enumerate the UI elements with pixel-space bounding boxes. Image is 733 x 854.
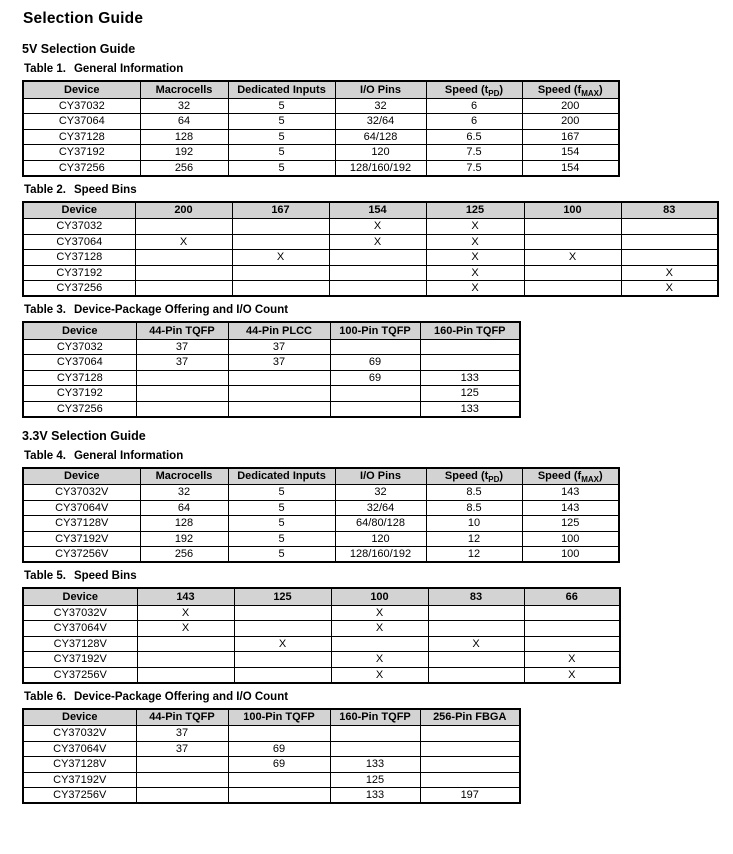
device-cell: CY37256V xyxy=(23,788,136,804)
column-header: Device xyxy=(23,202,135,219)
column-header: Speed $(f_{MAX})$ xyxy=(522,468,619,485)
table-row xyxy=(23,281,718,297)
value-cell xyxy=(135,250,232,266)
device-cell: CY37032 xyxy=(23,219,135,235)
value-cell: 256 xyxy=(140,547,228,563)
table-caption-label: Table 3. xyxy=(24,304,66,316)
table-block-package-offering-3v3 xyxy=(22,691,725,805)
value-cell: 125 xyxy=(522,516,619,532)
table-row xyxy=(23,516,619,532)
device-cell: CY37128 xyxy=(23,370,136,386)
column-header: 100 xyxy=(524,202,621,219)
device-cell: CY37064 xyxy=(23,234,135,250)
table-row xyxy=(23,726,520,742)
value-cell: 37 xyxy=(136,339,228,355)
device-cell: CY37192V xyxy=(23,531,140,547)
column-header: Dedicated Inputs xyxy=(228,468,335,485)
value-cell xyxy=(420,355,520,371)
column-header: Device xyxy=(23,322,136,339)
data-table xyxy=(22,467,620,564)
value-cell xyxy=(330,386,420,402)
table-caption-label: Table 6. xyxy=(24,690,66,703)
column-header: Speed $(t_{PD})$ xyxy=(426,468,522,485)
value-cell: 128 xyxy=(140,129,228,145)
value-cell xyxy=(232,281,329,297)
device-cell: CY37256V xyxy=(23,667,137,683)
value-cell: 120 xyxy=(335,145,426,161)
value-cell: X xyxy=(137,621,234,637)
value-cell xyxy=(524,234,621,250)
value-cell xyxy=(420,757,520,773)
data-table xyxy=(22,321,521,418)
value-cell: 32 xyxy=(140,485,228,501)
column-header: 44-Pin PLCC xyxy=(228,322,330,339)
value-cell: 256 xyxy=(140,160,228,176)
value-cell: X xyxy=(524,652,620,668)
value-cell xyxy=(234,652,331,668)
device-cell: CY37032 xyxy=(23,339,136,355)
value-cell: 5 xyxy=(228,500,335,516)
table-row xyxy=(23,757,520,773)
section-3v3 xyxy=(22,429,725,805)
header-row xyxy=(23,322,520,339)
table-block-general-info-3v3 xyxy=(22,450,725,564)
value-cell xyxy=(420,339,520,355)
table-caption-text: General Information xyxy=(73,449,184,462)
value-cell: 192 xyxy=(140,145,228,161)
table-block-speed-bins-5v xyxy=(22,184,725,298)
table-row xyxy=(23,788,520,804)
value-cell: 128 xyxy=(140,516,228,532)
value-cell: 37 xyxy=(136,741,228,757)
value-cell: 125 xyxy=(330,772,420,788)
value-cell: 12 xyxy=(426,531,522,547)
value-cell: X xyxy=(137,605,234,621)
device-cell: CY37128V xyxy=(23,516,140,532)
value-cell xyxy=(524,636,620,652)
value-cell: 7.5 xyxy=(426,145,522,161)
value-cell xyxy=(331,636,428,652)
value-cell: X xyxy=(426,265,524,281)
data-table xyxy=(22,587,621,684)
table-row xyxy=(23,605,620,621)
value-cell: X xyxy=(331,667,428,683)
column-header: Dedicated Inputs xyxy=(228,81,335,98)
value-cell: 37 xyxy=(136,726,228,742)
value-cell: 5 xyxy=(228,516,335,532)
header-row xyxy=(23,709,520,726)
table-row xyxy=(23,250,718,266)
value-cell xyxy=(524,265,621,281)
value-cell: X xyxy=(234,636,331,652)
value-cell: 32 xyxy=(335,98,426,114)
table-row xyxy=(23,386,520,402)
value-cell xyxy=(228,401,330,417)
value-cell xyxy=(228,772,330,788)
device-cell: CY37064V xyxy=(23,741,136,757)
value-cell: 7.5 xyxy=(426,160,522,176)
value-cell: 200 xyxy=(522,114,619,130)
data-table xyxy=(22,201,719,298)
device-cell: CY37128 xyxy=(23,129,140,145)
value-cell: 154 xyxy=(522,160,619,176)
value-cell: 100 xyxy=(522,547,619,563)
value-cell: X xyxy=(331,621,428,637)
value-cell: 69 xyxy=(228,741,330,757)
value-cell: 100 xyxy=(522,531,619,547)
column-header: I/O Pins xyxy=(335,468,426,485)
table-row xyxy=(23,741,520,757)
device-cell: CY37032 xyxy=(23,98,140,114)
value-cell xyxy=(232,219,329,235)
value-cell xyxy=(135,265,232,281)
value-cell xyxy=(135,281,232,297)
value-cell xyxy=(234,621,331,637)
section-5v xyxy=(22,42,725,418)
column-header: Device xyxy=(23,588,137,605)
value-cell: X xyxy=(329,234,426,250)
column-header: Speed $(t_{PD})$ xyxy=(426,81,522,98)
value-cell xyxy=(524,219,621,235)
device-cell: CY37128 xyxy=(23,250,135,266)
value-cell: 133 xyxy=(420,401,520,417)
value-cell xyxy=(329,281,426,297)
value-cell: X xyxy=(426,219,524,235)
header-row xyxy=(23,588,620,605)
value-cell: X xyxy=(426,281,524,297)
table-row xyxy=(23,485,619,501)
value-cell xyxy=(137,667,234,683)
table-row xyxy=(23,145,619,161)
value-cell: X xyxy=(232,250,329,266)
value-cell: 133 xyxy=(420,370,520,386)
table-row xyxy=(23,114,619,130)
value-cell xyxy=(330,401,420,417)
value-cell: 10 xyxy=(426,516,522,532)
column-header: 100-Pin TQFP xyxy=(228,709,330,726)
value-cell xyxy=(420,772,520,788)
table-caption xyxy=(24,184,725,196)
column-header: 83 xyxy=(428,588,524,605)
value-cell xyxy=(524,621,620,637)
value-cell: 143 xyxy=(522,500,619,516)
value-cell xyxy=(137,636,234,652)
device-cell: CY37192V xyxy=(23,772,136,788)
section-heading-5v: 5V Selection Guide xyxy=(22,42,136,56)
column-header: 143 xyxy=(137,588,234,605)
device-cell: CY37256 xyxy=(23,160,140,176)
table-caption xyxy=(24,304,725,316)
column-header: 66 xyxy=(524,588,620,605)
value-cell: X xyxy=(426,250,524,266)
column-header: 44-Pin TQFP xyxy=(136,322,228,339)
table-row xyxy=(23,265,718,281)
value-cell xyxy=(136,386,228,402)
value-cell xyxy=(329,250,426,266)
table-caption xyxy=(24,570,725,582)
table-caption xyxy=(24,450,725,462)
value-cell: X xyxy=(331,605,428,621)
table-row xyxy=(23,621,620,637)
value-cell: 133 xyxy=(330,757,420,773)
value-cell xyxy=(137,652,234,668)
table-row xyxy=(23,219,718,235)
table-row xyxy=(23,401,520,417)
header-row xyxy=(23,468,619,485)
table-caption-text: General Information xyxy=(73,63,184,75)
column-header: 125 xyxy=(426,202,524,219)
value-cell: 154 xyxy=(522,145,619,161)
value-cell xyxy=(234,605,331,621)
value-cell: 133 xyxy=(330,788,420,804)
column-header: 167 xyxy=(232,202,329,219)
value-cell xyxy=(136,772,228,788)
value-cell: 32 xyxy=(335,485,426,501)
column-header: 100 xyxy=(331,588,428,605)
table-row xyxy=(23,531,619,547)
value-cell xyxy=(420,741,520,757)
value-cell: 8.5 xyxy=(426,500,522,516)
value-cell: 192 xyxy=(140,531,228,547)
value-cell: 128/160/192 xyxy=(335,547,426,563)
device-cell: CY37192 xyxy=(23,265,135,281)
table-row xyxy=(23,98,619,114)
value-cell xyxy=(428,667,524,683)
table-block-speed-bins-3v3 xyxy=(22,570,725,684)
value-cell xyxy=(228,370,330,386)
device-cell: CY37032V xyxy=(23,605,137,621)
value-cell xyxy=(621,250,718,266)
value-cell xyxy=(136,788,228,804)
value-cell xyxy=(329,265,426,281)
data-table xyxy=(22,80,620,177)
device-cell: CY37256V xyxy=(23,547,140,563)
value-cell: 5 xyxy=(228,547,335,563)
value-cell xyxy=(330,741,420,757)
device-cell: CY37192 xyxy=(23,386,136,402)
value-cell: 32/64 xyxy=(335,114,426,130)
value-cell: 64 xyxy=(140,114,228,130)
table-caption-text: Speed Bins xyxy=(73,183,137,196)
column-header: Macrocells xyxy=(140,81,228,98)
device-cell: CY37256 xyxy=(23,401,136,417)
value-cell: 5 xyxy=(228,98,335,114)
device-cell: CY37128V xyxy=(23,757,136,773)
value-cell: X xyxy=(426,234,524,250)
value-cell: 8.5 xyxy=(426,485,522,501)
value-cell: 64/80/128 xyxy=(335,516,426,532)
value-cell: 69 xyxy=(330,355,420,371)
value-cell: 6.5 xyxy=(426,129,522,145)
table-row xyxy=(23,636,620,652)
table-row xyxy=(23,160,619,176)
table-caption-text: Device-Package Offering and I/O Count xyxy=(73,304,289,316)
value-cell xyxy=(135,219,232,235)
value-cell: X xyxy=(329,219,426,235)
column-header: 125 xyxy=(234,588,331,605)
table-caption-text: Speed Bins xyxy=(73,570,137,582)
table-caption xyxy=(24,691,725,703)
column-header: Device xyxy=(23,709,136,726)
value-cell xyxy=(420,726,520,742)
value-cell: 32 xyxy=(140,98,228,114)
table-caption-label: Table 4. xyxy=(24,449,66,462)
column-header: 160-Pin TQFP xyxy=(330,709,420,726)
value-cell: 69 xyxy=(330,370,420,386)
table-row xyxy=(23,667,620,683)
value-cell: 32/64 xyxy=(335,500,426,516)
header-row xyxy=(23,202,718,219)
table-row xyxy=(23,370,520,386)
device-cell: CY37192V xyxy=(23,652,137,668)
value-cell: 120 xyxy=(335,531,426,547)
value-cell xyxy=(524,605,620,621)
column-header: Device xyxy=(23,81,140,98)
table-caption-label: Table 1. xyxy=(24,63,66,75)
device-cell: CY37032V xyxy=(23,485,140,501)
value-cell: 12 xyxy=(426,547,522,563)
value-cell: 5 xyxy=(228,129,335,145)
value-cell xyxy=(228,386,330,402)
column-header: 44-Pin TQFP xyxy=(136,709,228,726)
value-cell xyxy=(621,219,718,235)
column-header: 160-Pin TQFP xyxy=(420,322,520,339)
value-cell: X xyxy=(621,281,718,297)
value-cell: 37 xyxy=(136,355,228,371)
value-cell: X xyxy=(428,636,524,652)
column-header: 200 xyxy=(135,202,232,219)
column-header: Speed $(f_{MAX})$ xyxy=(522,81,619,98)
value-cell xyxy=(136,757,228,773)
value-cell xyxy=(621,234,718,250)
value-cell xyxy=(330,726,420,742)
value-cell: 64/128 xyxy=(335,129,426,145)
column-header: 256-Pin FBGA xyxy=(420,709,520,726)
table-block-package-offering-5v xyxy=(22,304,725,418)
value-cell: X xyxy=(331,652,428,668)
column-header: 100-Pin TQFP xyxy=(330,322,420,339)
value-cell xyxy=(136,401,228,417)
table-row xyxy=(23,339,520,355)
column-header: Macrocells xyxy=(140,468,228,485)
value-cell: X xyxy=(135,234,232,250)
header-row xyxy=(23,81,619,98)
page-title: Selection Guide xyxy=(23,10,144,27)
value-cell: 5 xyxy=(228,145,335,161)
value-cell: 167 xyxy=(522,129,619,145)
device-cell: CY37256 xyxy=(23,281,135,297)
value-cell: 37 xyxy=(228,355,330,371)
value-cell: 69 xyxy=(228,757,330,773)
value-cell: X xyxy=(524,250,621,266)
device-cell: CY37128V xyxy=(23,636,137,652)
value-cell xyxy=(232,234,329,250)
value-cell: 125 xyxy=(420,386,520,402)
value-cell xyxy=(428,652,524,668)
value-cell xyxy=(136,370,228,386)
device-cell: CY37032V xyxy=(23,726,136,742)
value-cell xyxy=(524,281,621,297)
table-caption-label: Table 5. xyxy=(24,570,66,582)
value-cell xyxy=(428,621,524,637)
value-cell xyxy=(228,788,330,804)
value-cell: 6 xyxy=(426,114,522,130)
value-cell: 5 xyxy=(228,114,335,130)
table-row xyxy=(23,547,619,563)
table-row xyxy=(23,772,520,788)
device-cell: CY37064V xyxy=(23,500,140,516)
table-row xyxy=(23,652,620,668)
value-cell xyxy=(330,339,420,355)
value-cell: 64 xyxy=(140,500,228,516)
value-cell: 200 xyxy=(522,98,619,114)
table-row xyxy=(23,234,718,250)
value-cell xyxy=(232,265,329,281)
value-cell: 5 xyxy=(228,531,335,547)
value-cell: 5 xyxy=(228,485,335,501)
table-block-general-info-5v xyxy=(22,63,725,177)
value-cell: X xyxy=(524,667,620,683)
table-caption-text: Device-Package Offering and I/O Count xyxy=(73,690,289,703)
device-cell: CY37064 xyxy=(23,355,136,371)
section-heading-3v3: 3.3V Selection Guide xyxy=(22,428,146,443)
table-row xyxy=(23,500,619,516)
value-cell: 5 xyxy=(228,160,335,176)
value-cell xyxy=(228,726,330,742)
column-header: Device xyxy=(23,468,140,485)
value-cell: 37 xyxy=(228,339,330,355)
value-cell xyxy=(234,667,331,683)
column-header: I/O Pins xyxy=(335,81,426,98)
data-table xyxy=(22,708,521,805)
table-caption-label: Table 2. xyxy=(24,183,66,196)
column-header: 154 xyxy=(329,202,426,219)
device-cell: CY37064 xyxy=(23,114,140,130)
table-row xyxy=(23,129,619,145)
column-header: 83 xyxy=(621,202,718,219)
value-cell: 143 xyxy=(522,485,619,501)
value-cell: 197 xyxy=(420,788,520,804)
value-cell: 6 xyxy=(426,98,522,114)
device-cell: CY37192 xyxy=(23,145,140,161)
value-cell: X xyxy=(621,265,718,281)
value-cell xyxy=(428,605,524,621)
value-cell: 128/160/192 xyxy=(335,160,426,176)
table-caption xyxy=(24,63,725,75)
table-row xyxy=(23,355,520,371)
device-cell: CY37064V xyxy=(23,621,137,637)
